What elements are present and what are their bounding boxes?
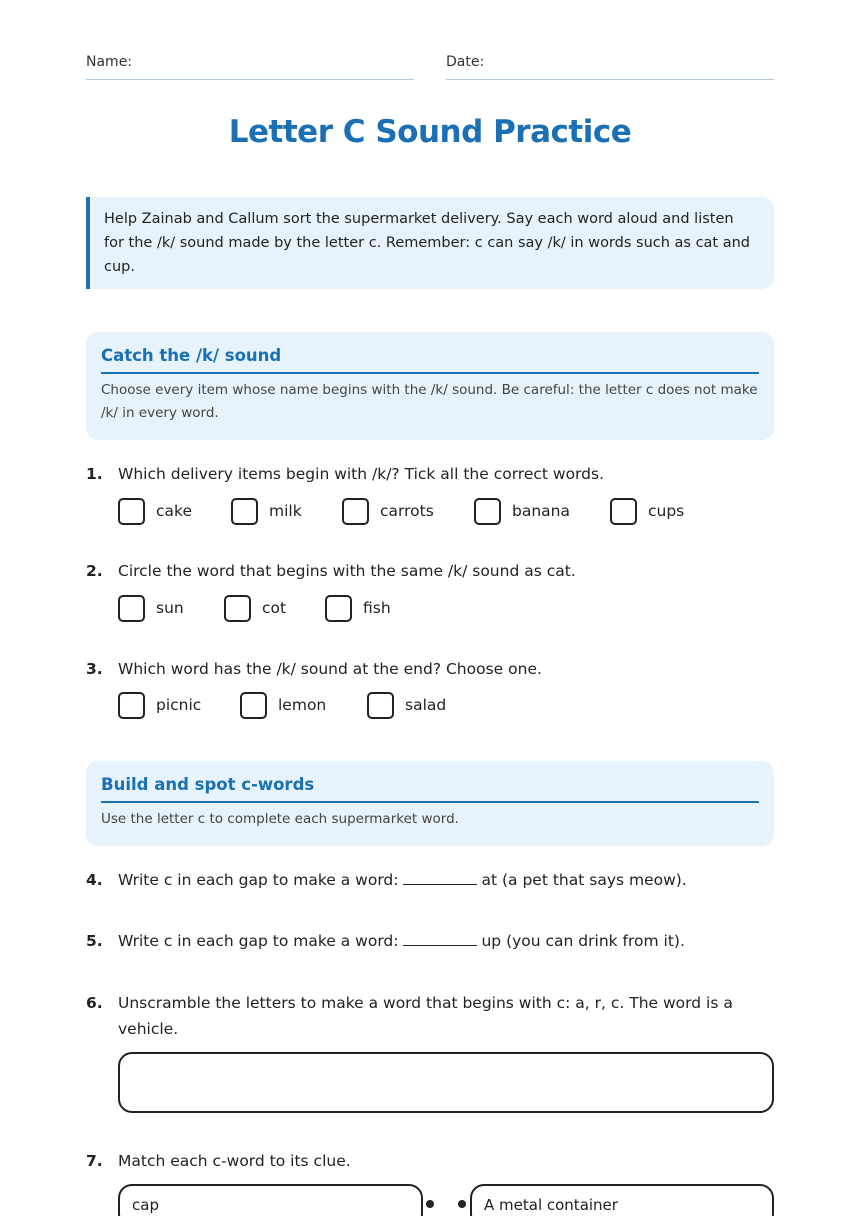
option-label: picnic <box>156 696 202 714</box>
option-label: carrots <box>380 502 434 520</box>
date-field[interactable] <box>446 54 774 80</box>
answer-blank[interactable] <box>403 928 477 946</box>
question-text: Unscramble the letters to make a word that begins with c: a, r, c. The word is a vehicle. <box>118 994 733 1038</box>
section-title: Build and spot c-words <box>101 775 759 803</box>
option-label: lemon <box>278 696 327 714</box>
question-number: 3. <box>86 660 103 678</box>
match-word-box[interactable] <box>118 1184 423 1216</box>
option-label: sun <box>156 599 184 617</box>
name-field[interactable] <box>86 54 414 80</box>
option-sun[interactable] <box>118 594 184 622</box>
question-text: Which word has the /k/ sound at the end? Choose one. <box>118 660 542 678</box>
section-catch-k-sound <box>86 332 774 440</box>
section-title: Catch the /k/ sound <box>101 346 759 374</box>
option-picnic[interactable] <box>118 691 201 719</box>
option-label: salad <box>405 696 447 714</box>
question-number: 7. <box>86 1152 103 1170</box>
question-text: Which delivery items begin with /k/? Tick all the correct words. <box>118 465 605 483</box>
question-prefix: Write c in each gap to make a word: <box>118 932 399 950</box>
match-dot-right[interactable] <box>458 1200 466 1208</box>
option-salad[interactable] <box>367 691 446 719</box>
name-label: Name: <box>86 54 133 70</box>
option-label: fish <box>363 599 391 617</box>
match-clue: A metal container <box>484 1196 618 1214</box>
checkbox[interactable] <box>118 498 145 525</box>
question-suffix: up (you can drink from it). <box>481 932 685 950</box>
question-number: 2. <box>86 562 103 580</box>
question-suffix: at (a pet that says meow). <box>481 871 687 889</box>
checkbox[interactable] <box>367 692 394 719</box>
checkbox[interactable] <box>231 498 258 525</box>
section-description: Use the letter c to complete each supermarket word. <box>101 811 459 827</box>
question-1-options <box>118 497 718 525</box>
question-text <box>118 928 774 954</box>
checkbox[interactable] <box>240 692 267 719</box>
option-cake[interactable] <box>118 497 192 525</box>
worksheet-title: Letter C Sound Practice <box>228 114 632 150</box>
section-description: Choose every item whose name begins with the /k/ sound. Be careful: the letter c does not make /k/ in every word. <box>101 382 758 421</box>
checkbox[interactable] <box>118 595 145 622</box>
option-banana[interactable] <box>474 497 570 525</box>
checkbox[interactable] <box>342 498 369 525</box>
option-cups[interactable] <box>610 497 684 525</box>
question-number: 1. <box>86 465 103 483</box>
option-label: cake <box>156 502 192 520</box>
question-number: 5. <box>86 932 103 950</box>
question-3-options <box>118 691 518 719</box>
section-build-c-words <box>86 761 774 846</box>
question-number: 6. <box>86 994 103 1012</box>
match-clue-box[interactable] <box>470 1184 774 1216</box>
date-label: Date: <box>446 54 485 70</box>
checkbox[interactable] <box>325 595 352 622</box>
option-label: banana <box>512 502 570 520</box>
question-prefix: Write c in each gap to make a word: <box>118 871 399 889</box>
option-carrots[interactable] <box>342 497 434 525</box>
option-lemon[interactable] <box>240 691 326 719</box>
checkbox[interactable] <box>610 498 637 525</box>
option-fish[interactable] <box>325 594 391 622</box>
option-label: milk <box>269 502 302 520</box>
header-fields <box>86 54 774 80</box>
checkbox[interactable] <box>118 692 145 719</box>
question-text: Circle the word that begins with the same /k/ sound as cat. <box>118 562 576 580</box>
question-number: 4. <box>86 871 103 889</box>
answer-box[interactable] <box>118 1052 774 1113</box>
match-word: cap <box>132 1196 159 1214</box>
option-milk[interactable] <box>231 497 302 525</box>
question-text: Match each c-word to its clue. <box>118 1152 351 1170</box>
option-label: cups <box>648 502 685 520</box>
checkbox[interactable] <box>224 595 251 622</box>
question-2-options <box>118 594 518 622</box>
option-label: cot <box>262 599 287 617</box>
checkbox[interactable] <box>474 498 501 525</box>
intro-box: Help Zainab and Callum sort the supermarket delivery. Say each word aloud and listen for the /k/ sound made by the letter c. Remember: c can say /k/ in words such as cat and cup. <box>86 197 774 289</box>
match-dot-left[interactable] <box>426 1200 434 1208</box>
answer-blank[interactable] <box>403 867 477 885</box>
option-cot[interactable] <box>224 594 286 622</box>
question-text <box>118 867 774 893</box>
